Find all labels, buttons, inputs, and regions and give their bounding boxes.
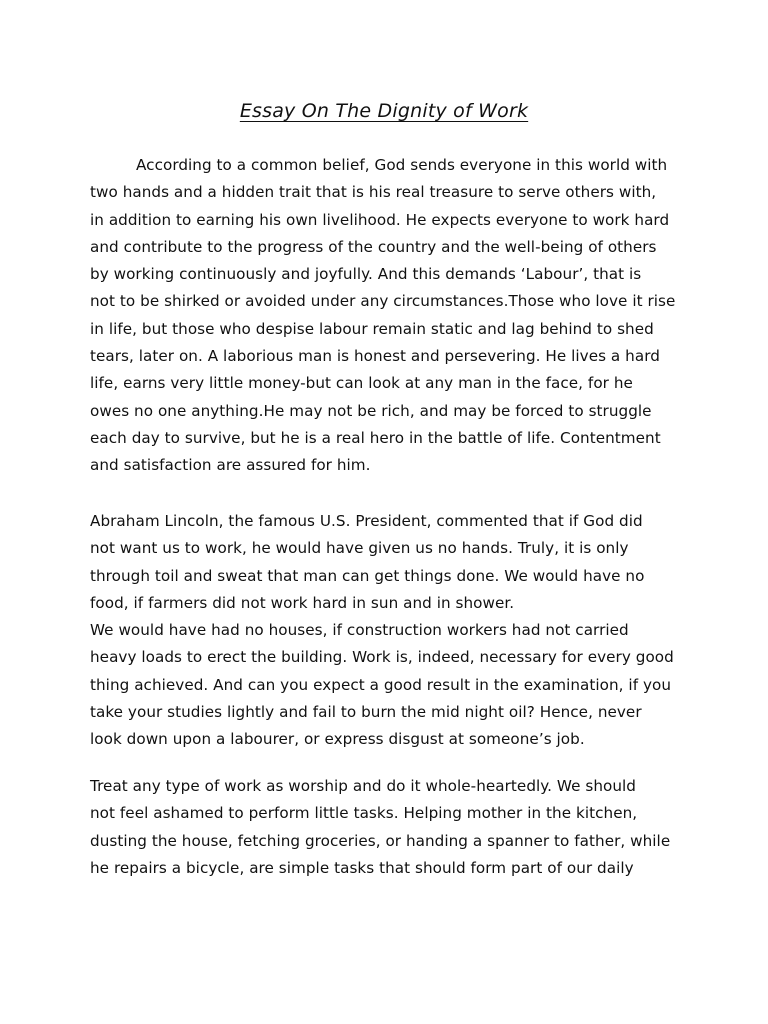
- text-line: not to be shirked or avoided under any circumstances.Those who love it rise: [90, 292, 676, 311]
- text-line: heavy loads to erect the building. Work is, indeed, necessary for every good: [90, 648, 674, 667]
- text-line: and contribute to the progress of the country and the well-being of others: [90, 237, 657, 256]
- paragraph-2: [90, 508, 680, 754]
- paragraph-1: [90, 152, 680, 480]
- text-line: not feel ashamed to perform little tasks. Helping mother in the kitchen,: [90, 804, 638, 823]
- text-line: take your studies lightly and fail to burn the mid night oil? Hence, never: [90, 703, 642, 722]
- text-line: look down upon a labourer, or express disgust at someone’s job.: [90, 730, 585, 749]
- text-line: not want us to work, he would have given us no hands. Truly, it is only: [90, 539, 629, 558]
- text-line: two hands and a hidden trait that is his real treasure to serve others with,: [90, 183, 657, 202]
- paragraph-3: [90, 773, 680, 882]
- text-line: by working continuously and joyfully. And this demands ‘Labour’, that is: [90, 265, 642, 284]
- text-line: tears, later on. A laborious man is honest and persevering. He lives a hard: [90, 347, 660, 366]
- text-line: We would have had no houses, if construction workers had not carried: [90, 621, 629, 640]
- text-line: in addition to earning his own livelihood. He expects everyone to work hard: [90, 210, 670, 229]
- text-line: food, if farmers did not work hard in sun and in shower.: [90, 593, 515, 612]
- text-line: According to a common belief, God sends everyone in this world with: [136, 156, 668, 174]
- text-line: Abraham Lincoln, the famous U.S. President, commented that if God did: [90, 512, 643, 530]
- essay-title-text: Essay On The Dignity of Work: [239, 100, 529, 122]
- text-line: through toil and sweat that man can get things done. We would have no: [90, 566, 645, 585]
- text-line: owes no one anything.He may not be rich, and may be forced to struggle: [90, 401, 652, 420]
- text-line: Treat any type of work as worship and do it whole-heartedly. We should: [90, 777, 636, 795]
- text-line: and satisfaction are assured for him.: [90, 456, 371, 475]
- text-line: dusting the house, fetching groceries, or handing a spanner to father, while: [90, 831, 671, 850]
- text-line: thing achieved. And can you expect a good result in the examination, if you: [90, 675, 672, 694]
- text-line: life, earns very little money-but can look at any man in the face, for he: [90, 374, 633, 393]
- text-line: he repairs a bicycle, are simple tasks that should form part of our daily: [90, 858, 634, 877]
- text-line: in life, but those who despise labour remain static and lag behind to shed: [90, 319, 654, 338]
- essay-title: [0, 98, 768, 124]
- text-line: each day to survive, but he is a real hero in the battle of life. Contentment: [90, 428, 661, 447]
